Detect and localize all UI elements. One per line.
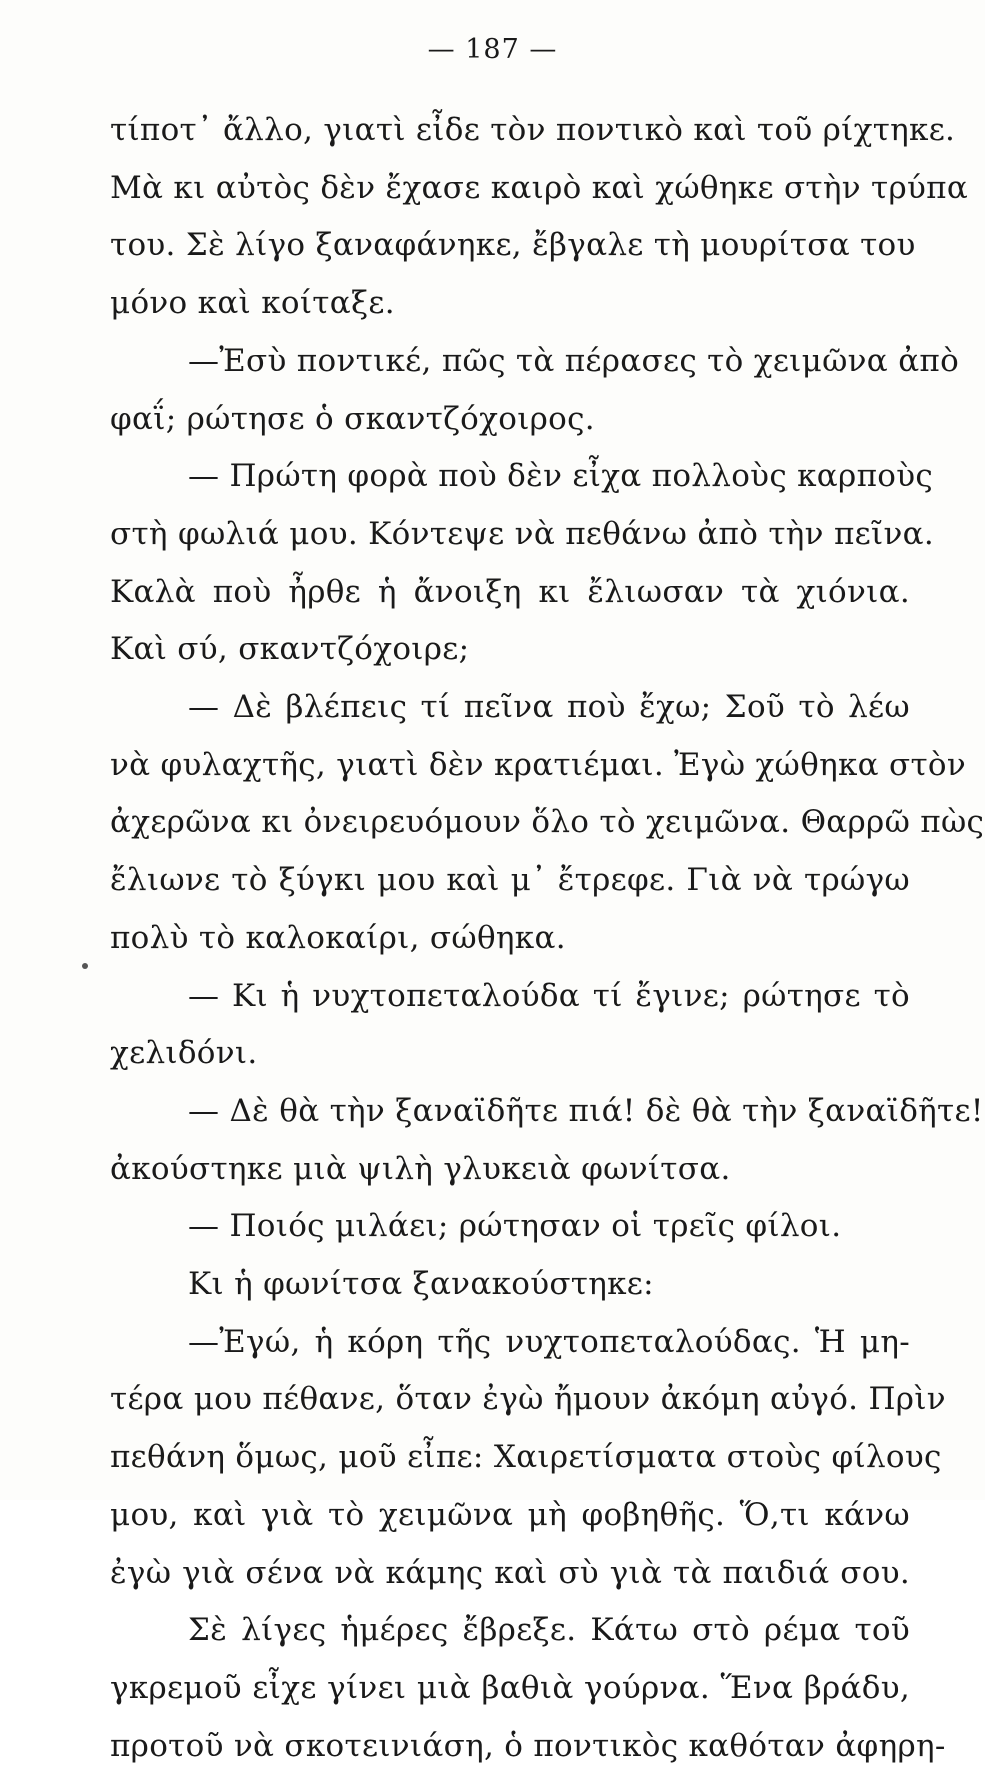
body-text: [110, 102, 985, 1775]
text-line: στὴ φωλιά μου. Κόντεψε νὰ πεθάνω ἀπὸ τὴν πεῖνα.: [110, 515, 934, 552]
text-line: μου, καὶ γιὰ τὸ χειμῶνα μὴ φοβηθῆς. Ὅ,τι κάνω: [110, 1496, 910, 1533]
text-line: γκρεμοῦ εἶχε γίνει μιὰ βαθιὰ γούρνα. Ἕνα βράδυ,: [110, 1669, 910, 1706]
text-line: Καὶ σύ, σκαντζόχοιρε;: [110, 631, 470, 668]
text-line: νὰ φυλαχτῆς, γιατὶ δὲν κρατιέμαι. Ἐγὼ χώθηκα στὸν: [110, 746, 967, 783]
text-line: Μὰ κι αὐτὸς δὲν ἔχασε καιρὸ καὶ χώθηκε στὴν τρύπα: [110, 169, 969, 206]
text-line: χελιδόνι.: [110, 1035, 258, 1072]
text-line: φαΐ; ρώτησε ὁ σκαντζόχοιρος.: [110, 400, 595, 437]
text-line: πολὺ τὸ καλοκαίρι, σώθηκα.: [110, 919, 566, 956]
text-line: μόνο καὶ κοίταξε.: [110, 285, 395, 322]
text-line: — Δὲ θὰ τὴν ξαναϊδῆτε πιά! δὲ θὰ τὴν ξαναϊδῆτε!: [188, 1092, 984, 1129]
text-line: ἀκούστηκε μιὰ ψιλὴ γλυκειὰ φωνίτσα.: [110, 1150, 731, 1187]
text-line: τίποτ᾽ ἄλλο, γιατὶ εἶδε τὸν ποντικὸ καὶ τοῦ ρίχτηκε.: [110, 112, 956, 148]
text-line: Σὲ λίγες ἡμέρες ἔβρεξε. Κάτω στὸ ρέμα τοῦ: [188, 1612, 910, 1649]
text-line: ἀχερῶνα κι ὀνειρευόμουν ὅλο τὸ χειμῶνα. Θαρρῶ πὼς: [110, 804, 985, 841]
text-line: τέρα μου πέθανε, ὅταν ἐγὼ ἤμουν ἀκόμη αὐγό. Πρὶν: [110, 1381, 946, 1418]
ink-speck: [82, 963, 88, 969]
text-line: Καλὰ ποὺ ἦρθε ἡ ἄνοιξη κι ἔλιωσαν τὰ χιόνια.: [110, 573, 910, 610]
text-line: — Δὲ βλέπεις τί πεῖνα ποὺ ἔχω; Σοῦ τὸ λέω: [188, 689, 910, 726]
text-line: ἔλιωνε τὸ ξύγκι μου καὶ μ᾽ ἔτρεφε. Γιὰ νὰ τρώγω: [110, 862, 910, 899]
text-line: — Πρώτη φορὰ ποὺ δὲν εἶχα πολλοὺς καρποὺς: [188, 458, 934, 495]
text-line: —Ἐσὺ ποντικέ, πῶς τὰ πέρασες τὸ χειμῶνα ἀπὸ: [188, 342, 960, 379]
text-line: προτοῦ νὰ σκοτεινιάση, ὁ ποντικὸς καθόταν ἀφηρη-: [110, 1727, 946, 1764]
text-line: ἐγὼ γιὰ σένα νὰ κάμης καὶ σὺ γιὰ τὰ παιδιά σου.: [110, 1554, 910, 1591]
text-line: πεθάνη ὅμως, μοῦ εἶπε: Χαιρετίσματα στοὺς φίλους: [110, 1439, 942, 1476]
page-number: — 187 —: [427, 34, 558, 65]
text-line: — Κι ἡ νυχτοπεταλούδα τί ἔγινε; ρώτησε τὸ: [188, 977, 910, 1014]
text-line: Κι ἡ φωνίτσα ξανακούστηκε:: [188, 1266, 654, 1303]
text-line: του. Σὲ λίγο ξαναφάνηκε, ἔβγαλε τὴ μουρίτσα του: [110, 227, 916, 264]
text-line: —Ἐγώ, ἡ κόρη τῆς νυχτοπεταλούδας. Ἡ μη-: [188, 1323, 910, 1360]
text-line: — Ποιός μιλάει; ρώτησαν οἱ τρεῖς φίλοι.: [188, 1208, 842, 1245]
